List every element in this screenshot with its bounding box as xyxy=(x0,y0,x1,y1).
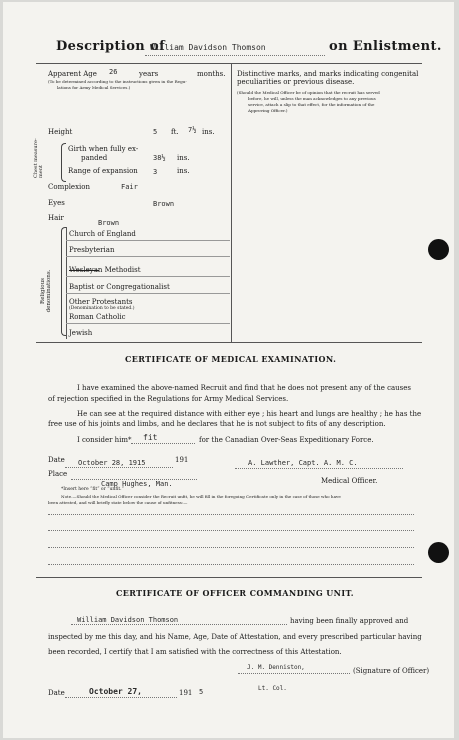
medical-date-value: October 28, 1915 xyxy=(78,459,146,467)
unfitness-line xyxy=(48,547,414,548)
unfitness-line xyxy=(48,564,414,565)
ins-label: ins. xyxy=(202,128,215,136)
hair-label: Hair xyxy=(48,214,64,222)
religion-row-line xyxy=(66,293,230,294)
box-top-line xyxy=(36,63,422,64)
recruit-name: William Davidson Thomson xyxy=(150,43,266,52)
officer-year-suffix: 5 xyxy=(199,688,204,696)
range-value: 3 xyxy=(153,168,158,176)
distinctive-marks-title-2: peculiarities or previous disease. xyxy=(237,78,355,86)
religion-row-line xyxy=(66,323,230,324)
ft-label: ft. xyxy=(171,128,179,136)
religion-presbyterian: Presbyterian xyxy=(69,246,115,254)
officer-line1-suffix: having been finally approved and xyxy=(290,617,409,625)
religion-row-line xyxy=(66,240,230,241)
height-in-value: 7½ xyxy=(188,126,197,134)
eyes-value: Brown xyxy=(153,200,175,208)
medical-footnote: *Insert here “fit” or “unfit.” xyxy=(61,487,124,492)
religion-church-of-england: Church of England xyxy=(69,230,136,238)
officer-date-value: October 27, xyxy=(89,687,142,696)
chest-label: Chest measure-ment xyxy=(33,138,44,178)
punch-hole-upper xyxy=(428,239,449,260)
medical-date-line xyxy=(65,467,173,468)
religion-roman-catholic: Roman Catholic xyxy=(69,313,126,321)
hair-value: Brown xyxy=(98,219,120,227)
officer-date-label: Date xyxy=(48,689,65,697)
section-divider xyxy=(36,577,422,578)
unfitness-line xyxy=(48,514,414,515)
officer-line3: been recorded, I certify that I am satisfied with the correctness of this Attestation. xyxy=(48,648,342,656)
complexion-value: Fair xyxy=(121,183,138,191)
marks-note-2: before, he will, unless the man acknowledges to any previous xyxy=(248,96,376,101)
religious-denominations-label: Religious denominations. xyxy=(40,269,52,313)
officer-signature-line xyxy=(238,673,350,674)
medical-para1-line1: I have examined the above-named Recruit and find that he does not present any of the causes xyxy=(77,384,412,392)
years-label: years xyxy=(139,70,159,78)
medical-officer-signature: A. Lawther, Capt. A. M. C. xyxy=(248,459,358,467)
religion-other-protestants: Other Protestants xyxy=(69,298,133,306)
distinctive-marks-title-1: Distinctive marks, and marks indicating congenital xyxy=(237,70,419,78)
marks-note-1: (Should the Medical Officer be of opinion that the recruit has served xyxy=(237,90,380,95)
medical-signature-line xyxy=(235,468,403,469)
religion-row-line xyxy=(66,276,230,277)
officer-signature-label: (Signature of Officer) xyxy=(353,667,430,675)
girth-label-2: panded xyxy=(81,154,108,162)
religion-baptist: Baptist or Congregationalist xyxy=(69,283,170,291)
officer-date-line xyxy=(65,697,177,698)
unfitness-line xyxy=(48,530,414,531)
title-dotted-line xyxy=(145,55,325,56)
religion-row-line xyxy=(66,256,230,257)
complexion-label: Complexion xyxy=(48,183,90,191)
officer-rank: Lt. Col. xyxy=(258,685,287,692)
consider-prefix: I consider him* xyxy=(77,436,132,444)
height-ft-value: 5 xyxy=(153,128,158,136)
chest-brace xyxy=(61,143,66,182)
medical-place-value: Camp Hughes, Man. xyxy=(101,480,173,488)
medical-note-line1: Note.—Should the Medical Officer consider the Recruit unfit, he will fill in the foregoing Certificate only in the case of those who have xyxy=(61,494,341,499)
box-bottom-line xyxy=(36,342,422,343)
officer-name-line xyxy=(71,624,287,625)
consider-dotted-line xyxy=(131,443,195,444)
religion-jewish: Jewish xyxy=(69,329,93,337)
officer-certificate-heading: CERTIFICATE OF OFFICER COMMANDING UNIT. xyxy=(116,588,354,598)
religion-wesleyan-methodist: Wesleyan Methodist xyxy=(69,266,141,274)
medical-officer-title: Medical Officer. xyxy=(321,477,378,485)
medical-year-prefix: 191 xyxy=(175,456,189,464)
girth-value: 38½ xyxy=(153,154,166,162)
years-value: 26 xyxy=(109,68,118,76)
medical-para2-line1: He can see at the required distance with either eye ; his heart and lungs are healthy ; he has the xyxy=(77,410,422,418)
marks-note-3: service, attach a slip to that effect, for the information of the xyxy=(248,102,375,107)
religion-denomination-note: (Denomination to be stated.) xyxy=(69,306,135,311)
medical-certificate-heading: CERTIFICATE OF MEDICAL EXAMINATION. xyxy=(125,354,337,364)
form-title-suffix: on Enlistment. xyxy=(329,39,442,54)
officer-recruit-name: William Davidson Thomson xyxy=(77,616,179,624)
officer-signature: J. M. Denniston, xyxy=(247,664,305,671)
marks-note-4: Approving Officer.) xyxy=(248,108,288,113)
medical-place-line xyxy=(71,479,197,480)
girth-unit: ins. xyxy=(177,154,190,162)
consider-value: fit xyxy=(143,433,158,442)
eyes-label: Eyes xyxy=(48,199,65,207)
girth-label-1: Girth when fully ex- xyxy=(68,145,139,153)
column-divider xyxy=(231,63,232,342)
officer-line2: inspected by me this day, and his Name, Age, Date of Attestation, and every prescribed particular having xyxy=(48,633,422,641)
consider-suffix: for the Canadian Over-Seas Expeditionary Force. xyxy=(199,436,374,444)
medical-para1-line2: of rejection specified in the Regulations for Army Medical Services. xyxy=(48,395,289,403)
age-note-line1: (To be determined according to the instructions given in the Regu- xyxy=(48,79,187,84)
medical-place-label: Place xyxy=(48,470,68,478)
medical-date-label: Date xyxy=(48,456,65,464)
officer-year-prefix: 191 xyxy=(179,689,193,697)
range-label: Range of expansion xyxy=(68,167,138,175)
apparent-age-label: Apparent Age xyxy=(48,70,97,78)
punch-hole-lower xyxy=(428,542,449,563)
range-unit: ins. xyxy=(177,167,190,175)
age-note-line2: lations for Army Medical Services.) xyxy=(57,85,131,90)
enlistment-form-page xyxy=(3,2,454,738)
medical-note-line2: been attested, and will briefly state below the cause of unfitness:— xyxy=(48,500,188,505)
medical-para2-line2: free use of his joints and limbs, and he declares that he is not subject to fits of any description. xyxy=(48,420,386,428)
months-label: months. xyxy=(197,70,226,78)
height-label: Height xyxy=(48,128,73,136)
religion-strike xyxy=(69,270,99,271)
form-title-prefix: Description of xyxy=(56,39,166,54)
